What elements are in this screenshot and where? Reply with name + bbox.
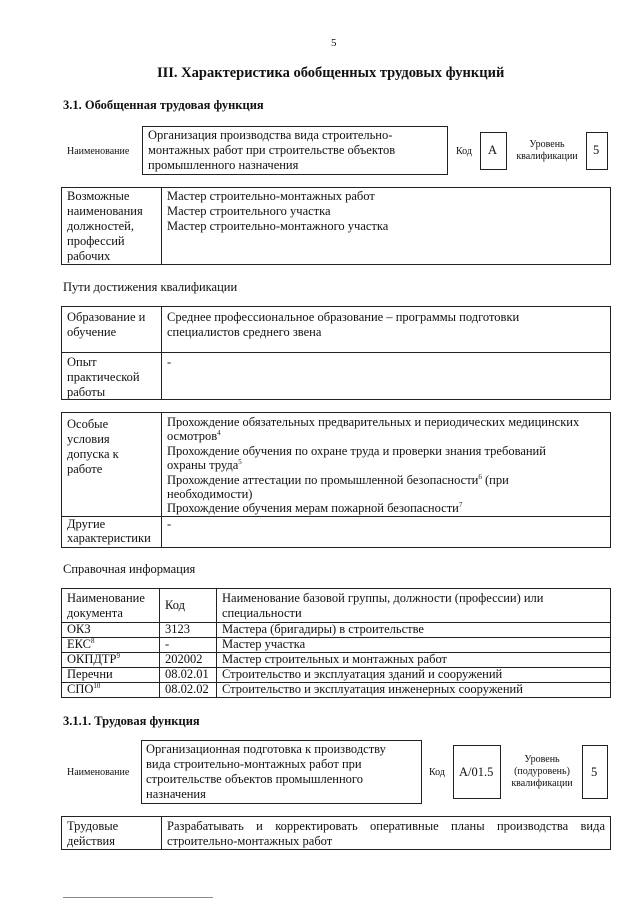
- ref-row-doc: ЕКС$^8$: [67, 636, 95, 651]
- ref-row-code: 08.02.01: [165, 667, 209, 681]
- positions-label: наименования: [67, 204, 143, 218]
- ref-row-name: Мастер строительных и монтажных работ: [222, 652, 447, 666]
- actions-line: Разрабатывать и корректировать оперативные планы производства вида: [167, 819, 605, 833]
- tf-code-label: Код: [429, 767, 445, 778]
- positions-label: Возможные: [67, 189, 130, 203]
- tf-code: A/01.5: [459, 765, 494, 779]
- condition-line: Прохождение обучения мерам пожарной безопасности$^7$: [167, 500, 463, 515]
- other-label: Другие: [67, 517, 106, 531]
- condition-line: Прохождение обучения по охране труда и проверки знания требований: [167, 444, 546, 458]
- tf-name-line: Организационная подготовка к производству: [146, 742, 386, 756]
- positions-label: рабочих: [67, 249, 111, 263]
- actions-table: [61, 816, 611, 850]
- condition-line: необходимости): [167, 487, 253, 501]
- gtf-name-line: монтажных работ при строительстве объектов: [148, 143, 396, 157]
- experience-label: практической: [67, 370, 140, 384]
- footnote-divider: [63, 897, 213, 898]
- ref-row-code: 08.02.02: [165, 682, 209, 696]
- ref-row-doc: СПО$^{10}$: [67, 681, 101, 696]
- gtf-name-label: Наименование: [67, 146, 130, 157]
- gtf-code-box: [480, 132, 507, 170]
- condition-line: Прохождение аттестации по промышленной безопасности$^6$ (при: [167, 472, 509, 487]
- condition-line: охраны труда$^5$: [167, 457, 242, 472]
- tf-name-line: назначения: [146, 787, 206, 801]
- ref-row-name: Мастер участка: [222, 637, 306, 651]
- tf-heading: 3.1.1. Трудовая функция: [63, 714, 200, 728]
- section-title: III. Характеристика обобщенных трудовых функций: [157, 65, 505, 81]
- tf-level-box: [582, 745, 608, 799]
- positions-label: профессий: [67, 234, 125, 248]
- position-item: Мастер строительно-монтажных работ: [167, 189, 375, 203]
- reference-table: [61, 588, 611, 698]
- education-label: обучение: [67, 325, 117, 339]
- ref-row-name: Строительство и эксплуатация инженерных сооружений: [222, 682, 523, 696]
- experience-value: -: [167, 355, 172, 369]
- positions-label: должностей,: [67, 219, 134, 233]
- tf-level: 5: [591, 765, 598, 779]
- ref-row-name: Мастера (бригадиры) в строительстве: [222, 622, 424, 636]
- gtf-name-line: Организация производства вида строительно-: [148, 128, 393, 142]
- positions-table: [61, 187, 611, 265]
- education-label: Образование и: [67, 310, 146, 324]
- condition-line: Прохождение обязательных предварительных и периодических медицинских: [167, 415, 580, 429]
- other-label: характеристики: [67, 531, 151, 545]
- gtf-heading: 3.1. Обобщенная трудовая функция: [63, 98, 264, 112]
- conditions-table: [61, 412, 611, 548]
- experience-label: Опыт: [67, 355, 97, 369]
- education-value: Среднее профессиональное образование – программы подготовки: [167, 310, 520, 324]
- actions-line: строительно-монтажных работ: [167, 834, 333, 848]
- gtf-level-box: [586, 132, 608, 170]
- tf-code-box: [453, 745, 501, 799]
- gtf-code: А: [488, 143, 498, 157]
- ref-row-code: 202002: [165, 652, 203, 666]
- tf-name-box: [141, 740, 422, 804]
- gtf-level-label: Уровень квалификации: [516, 139, 578, 162]
- position-item: Мастер строительного участка: [167, 204, 331, 218]
- tf-name-line: строительстве объектов промышленного: [146, 772, 363, 786]
- reference-heading: Справочная информация: [63, 562, 196, 576]
- other-value: -: [167, 517, 172, 531]
- gtf-level: 5: [593, 143, 600, 157]
- ref-row-doc: Перечни: [67, 667, 113, 681]
- tf-name-line: вида строительно-монтажных работ при: [146, 757, 362, 771]
- ref-row-name: Строительство и эксплуатация зданий и сооружений: [222, 667, 503, 681]
- ref-row-doc: ОКЗ: [67, 622, 91, 636]
- ref-header-code: Код: [165, 598, 185, 612]
- tf-level-label: Уровень (подуровень) квалификации: [511, 754, 573, 789]
- conditions-label: работе: [67, 462, 103, 476]
- ref-header-doc: документа: [67, 606, 123, 620]
- conditions-label: условия: [67, 432, 110, 446]
- condition-line: осмотров$^4$: [167, 428, 221, 443]
- paths-table: [61, 306, 611, 400]
- ref-header-name: специальности: [222, 606, 302, 620]
- ref-row-code: -: [165, 637, 170, 651]
- ref-row-doc: ОКПДТР$^9$: [67, 651, 121, 666]
- page-number: 5: [331, 37, 337, 49]
- gtf-name-box: [142, 126, 448, 175]
- paths-heading: Пути достижения квалификации: [63, 280, 238, 294]
- ref-row-code: 3123: [165, 622, 190, 636]
- position-item: Мастер строительно-монтажного участка: [167, 219, 389, 233]
- conditions-label: допуска к: [67, 447, 119, 461]
- education-value: специалистов среднего звена: [167, 325, 322, 339]
- ref-header-name: Наименование базовой группы, должности (профессии) или: [222, 591, 544, 605]
- actions-label: Трудовые: [67, 819, 119, 833]
- tf-name-label: Наименование: [67, 767, 130, 778]
- experience-label: работы: [67, 385, 106, 399]
- conditions-label: Особые: [67, 417, 109, 431]
- actions-label: действия: [67, 834, 115, 848]
- ref-header-doc: Наименование: [67, 591, 145, 605]
- gtf-name-line: промышленного назначения: [148, 158, 299, 172]
- gtf-code-label: Код: [456, 146, 472, 157]
